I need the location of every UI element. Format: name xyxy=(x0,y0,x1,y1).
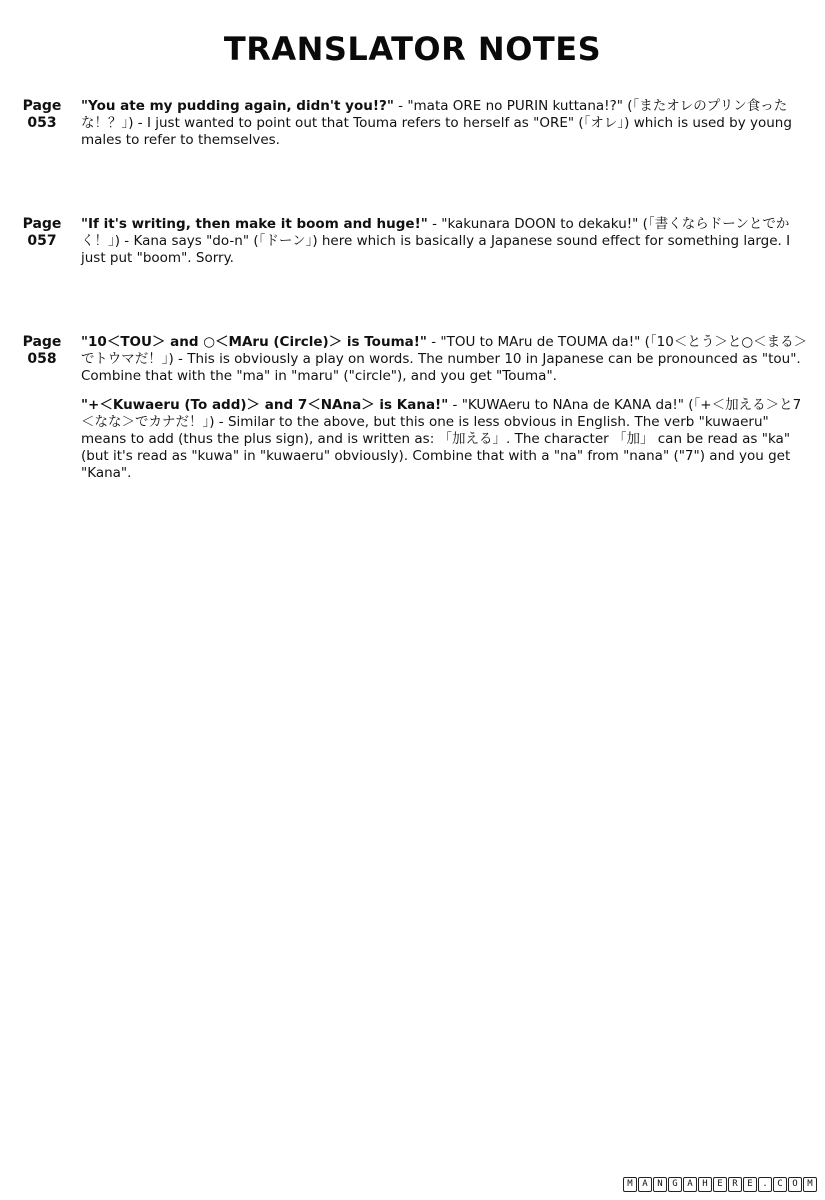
page-number: 057 xyxy=(27,233,57,249)
watermark-letter: . xyxy=(758,1177,772,1192)
entry-heading: "You ate my pudding again, didn't you!?" xyxy=(81,98,394,114)
note-entry xyxy=(81,98,810,149)
page-number: 058 xyxy=(27,351,57,367)
entry-heading: "10＜TOU＞ and ○＜MAru (Circle)＞ is Touma!" xyxy=(81,334,427,350)
watermark-letter: G xyxy=(668,1177,682,1192)
watermark-letter: R xyxy=(728,1177,742,1192)
site-watermark xyxy=(623,1177,817,1191)
note-body xyxy=(81,98,810,161)
page-word: Page xyxy=(22,334,62,350)
note-body xyxy=(81,216,810,279)
page-label xyxy=(14,216,70,250)
entry-text: - "TOU to MAru de TOUMA da!" (「10＜とう＞と○＜まる＞でトウマだ！」) - This is obviously a play on words. The number 10 in Japanese can be pronounced as "tou". Combine that with the "ma" in "maru" ("circle"), and you get "Touma". xyxy=(81,334,808,384)
page-number: 053 xyxy=(27,115,57,131)
note-entry xyxy=(81,216,810,267)
note-entry xyxy=(81,397,810,482)
note-body xyxy=(81,334,810,494)
entry-text: - "kakunara DOON to dekaku!" (「書くならドーンとでかく！」) - Kana says "do-n" (「ドーン」) here which is basically a Japanese sound effect for something large. I just put "boom". Sorry. xyxy=(81,216,791,266)
page-label xyxy=(14,98,70,132)
entry-text: - "KUWAeru to NAna de KANA da!" (「+＜加える＞と7＜なな＞でカナだ！」) - Similar to the above, but this one is less obvious in English. The verb "kuwaeru" means to add (thus the plus sign), and is written as: 「加える」. The character 「加」 can be read as "ka" (but it's read as "kuwa" in "kuwaeru" obviously). Combine that with a "na" from "nana" ("7") and you get "Kana". xyxy=(81,397,802,481)
entry-heading: "If it's writing, then make it boom and huge!" xyxy=(81,216,428,232)
note-entry xyxy=(81,334,810,385)
page-title: TRANSLATOR NOTES xyxy=(223,30,602,68)
watermark-letter: M xyxy=(623,1177,637,1192)
watermark-letter: E xyxy=(713,1177,727,1192)
page-label xyxy=(14,334,70,368)
watermark-letter: H xyxy=(698,1177,712,1192)
watermark-letter: N xyxy=(653,1177,667,1192)
watermark-letter: M xyxy=(803,1177,817,1192)
watermark-letter: A xyxy=(638,1177,652,1192)
entry-text: - "mata ORE no PURIN kuttana!?" (「またオレのプリン食ったな！？」) - I just wanted to point out that Touma refers to herself as "ORE" (「オレ」) which is used by young males to refer to themselves. xyxy=(81,98,792,148)
watermark-letter: A xyxy=(683,1177,697,1192)
page-word: Page xyxy=(22,216,62,232)
watermark-letter: O xyxy=(788,1177,802,1192)
watermark-letter: C xyxy=(773,1177,787,1192)
page-word: Page xyxy=(22,98,62,114)
entry-heading: "+＜Kuwaeru (To add)＞ and 7＜NAna＞ is Kana!" xyxy=(81,397,449,413)
watermark-letter: E xyxy=(743,1177,757,1192)
